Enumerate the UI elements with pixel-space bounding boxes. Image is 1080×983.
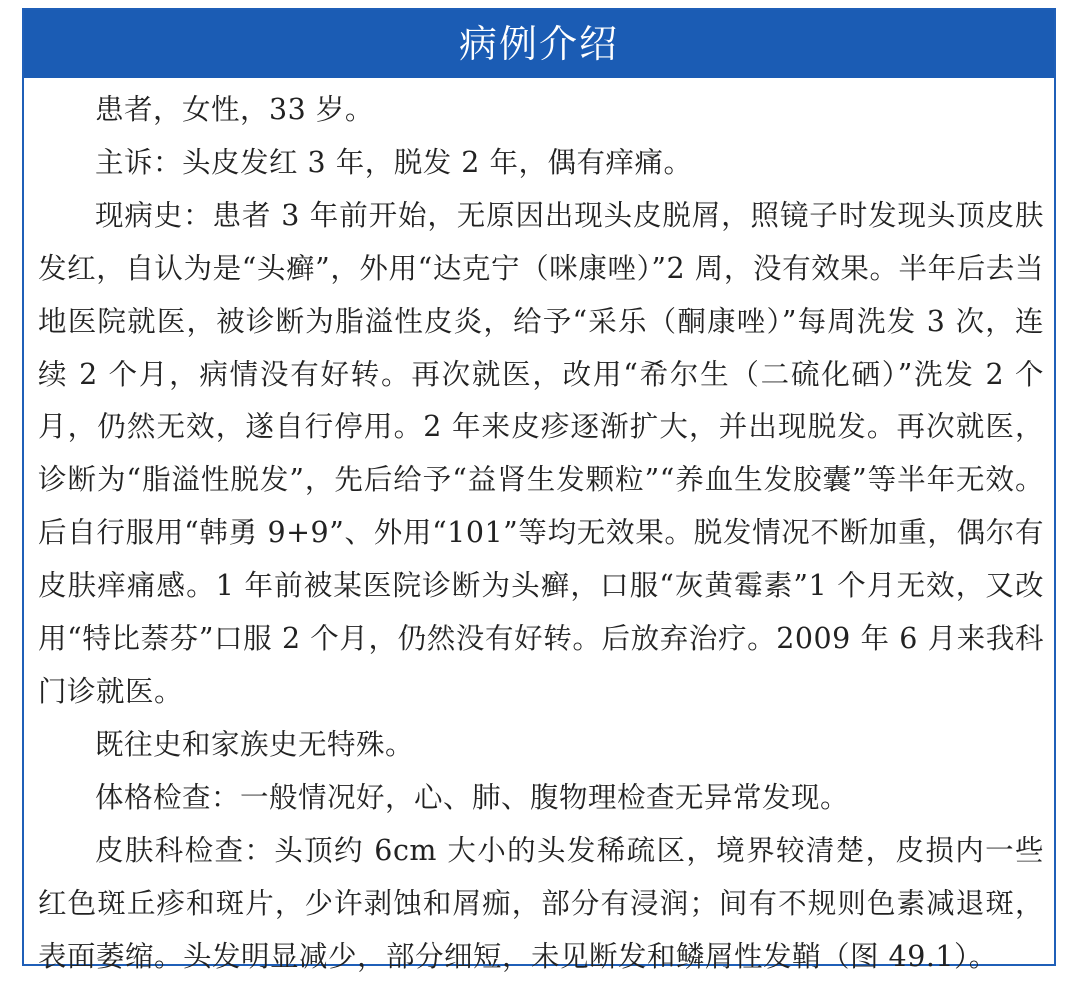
section-title: 病例介绍 xyxy=(458,22,619,66)
title-bar xyxy=(24,10,1054,78)
patient-info: 患者，女性，33 岁。 xyxy=(95,93,374,126)
chief-complaint: 主诉：头皮发红 3 年，脱发 2 年，偶有痒痛。 xyxy=(95,145,693,179)
case-content xyxy=(38,84,1044,983)
past-and-family-history: 既往史和家族史无特殊。 xyxy=(95,727,415,761)
physical-examination: 体格检查：一般情况好，心、肺、腹物理检查无异常发现。 xyxy=(95,780,850,814)
dermatological-examination: 皮肤科检查：头顶约 6cm 大小的头发稀疏区，境界较清楚，皮损内一些红色斑丘疹和斑片，少许剥蚀和屑痂，部分有浸润；间有不规则色素减退斑，表面萎缩。头发明显减少，部分细短，未见断发和鳞屑性发鞘（图 49.1）。 xyxy=(38,833,1044,973)
case-intro-box xyxy=(22,8,1056,973)
present-illness-history: 现病史：患者 3 年前开始，无原因出现头皮脱屑，照镜子时发现头顶皮肤发红，自认为是“头癣”，外用“达克宁（咪康唑）”2 周，没有效果。半年后去当地医院就医，被诊断为脂溢性皮炎，给予“采乐（酮康唑）”每周洗发 3 次，连续 2 个月，病情没有好转。再次就医，改用“希尔生（二硫化硒）”洗发 2 个月，仍然无效，遂自行停用。2 年来皮疹逐渐扩大，并出现脱发。再次就医，诊断为“脂溢性脱发”，先后给予“益肾生发颗粒”“养血生发胶囊”等半年无效。后自行服用“韩勇 9+9”、外用“101”等均无效果。脱发情况不断加重，偶尔有皮肤痒痛感。1 年前被某医院诊断为头癣，口服“灰黄霉素”1 个月无效，又改用“特比萘芬”口服 2 个月，仍然没有好转。后放弃治疗。2009 年 6 月来我科门诊就医。 xyxy=(38,198,1044,708)
